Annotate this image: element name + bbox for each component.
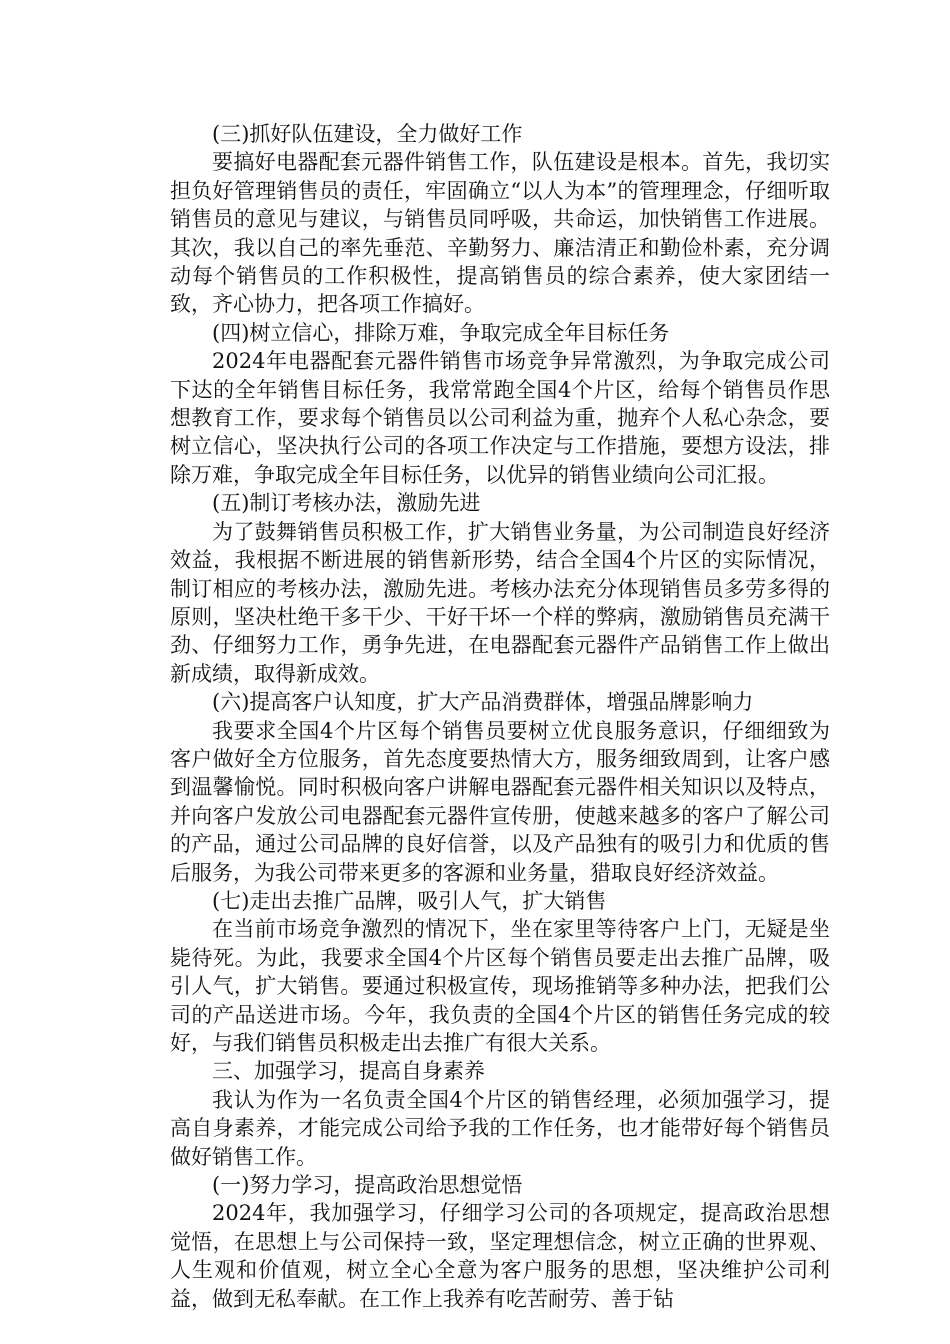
paragraph-assessment: 为了鼓舞销售员积极工作，扩大销售业务量，为公司制造良好经济效益，我根据不断进展的销售新形势，结合全国4个片区的实际情况，制订相应的考核办法，激励先进。考核办法充分体现销售员多劳多得的原则，坚决杜绝干多干少、干好干坏一个样的弊病，激励销售员充满干劲、仔细努力工作，勇争先进，在电器配套元器件产品销售工作上做出新成绩，取得新成效。 (170, 519, 830, 686)
paragraph-political-study: 2024年，我加强学习，仔细学习公司的各项规定，提高政治思想觉悟，在思想上与公司保持一致，坚定理想信念，树立正确的世界观、人生观和价值观，树立全心全意为客户服务的思想，坚决维护公司利益，做到无私奉献。在工作上我养有吃苦耐劳、善于钻 (170, 1201, 830, 1311)
chapter-heading-3: 三、加强学习，提高自身素养 (212, 1059, 485, 1084)
section-heading-1: (一)努力学习，提高政治思想觉悟 (212, 1173, 523, 1198)
section-heading-5: (五)制订考核办法，激励先进 (212, 491, 481, 516)
section-heading-3: (三)抓好队伍建设，全力做好工作 (212, 122, 523, 146)
section-heading-6: (六)提高客户认知度，扩大产品消费群体，增强品牌影响力 (212, 690, 754, 715)
paragraph-promotion: 在当前市场竞争激烈的情况下，坐在家里等待客户上门，无疑是坐毙待死。为此，我要求全国4个片区每个销售员要走出去推广品牌，吸引人气，扩大销售。要通过积极宣传，现场推销等多种办法，把我们公司的产品送进市场。今年，我负责的全国4个片区的销售任务完成的较好，与我们销售员积极走出去推广有很大关系。 (170, 917, 830, 1055)
section-heading-7: (七)走出去推广品牌，吸引人气，扩大销售 (212, 888, 607, 913)
section-heading-4: (四)树立信心，排除万难，争取完成全年目标任务 (212, 320, 670, 345)
paragraph-self-improvement: 我认为作为一名负责全国4个片区的销售经理，必须加强学习，提高自身素养，才能完成公司给予我的工作任务，也才能带好每个销售员做好销售工作。 (170, 1087, 830, 1169)
document-body (170, 120, 830, 1313)
paragraph-annual-target: 2024年电器配套元器件销售市场竞争异常激烈，为争取完成公司下达的全年销售目标任务，我常常跑全国4个片区，给每个销售员作思想教育工作，要求每个销售员以公司利益为重，抛弃个人私心杂念，要树立信心，坚决执行公司的各项工作决定与工作措施，要想方设法，排除万难，争取完成全年目标任务，以优异的销售业绩向公司汇报。 (170, 349, 830, 487)
paragraph-brand-awareness: 我要求全国4个片区每个销售员要树立优良服务意识，仔细细致为客户做好全方位服务，首先态度要热情大方，服务细致周到，让客户感到温馨愉悦。同时积极向客户讲解电器配套元器件相关知识以及特点，并向客户发放公司电器配套元器件宣传册，使越来越多的客户了解公司的产品，通过公司品牌的良好信誉，以及产品独有的吸引力和优质的售后服务，为我公司带来更多的客源和业务量，猎取良好经济效益。 (170, 718, 830, 885)
paragraph-team-building: 要搞好电器配套元器件销售工作，队伍建设是根本。首先，我切实担负好管理销售员的责任，牢固确立“以人为本”的管理理念，仔细听取销售员的意见与建议，与销售员同呼吸，共命运，加快销售工作进展。其次，我以自己的率先垂范、辛勤努力、廉洁清正和勤俭朴素，充分调动每个销售员的工作积极性，提高销售员的综合素养，使大家团结一致，齐心协力，把各项工作搞好。 (170, 150, 830, 317)
